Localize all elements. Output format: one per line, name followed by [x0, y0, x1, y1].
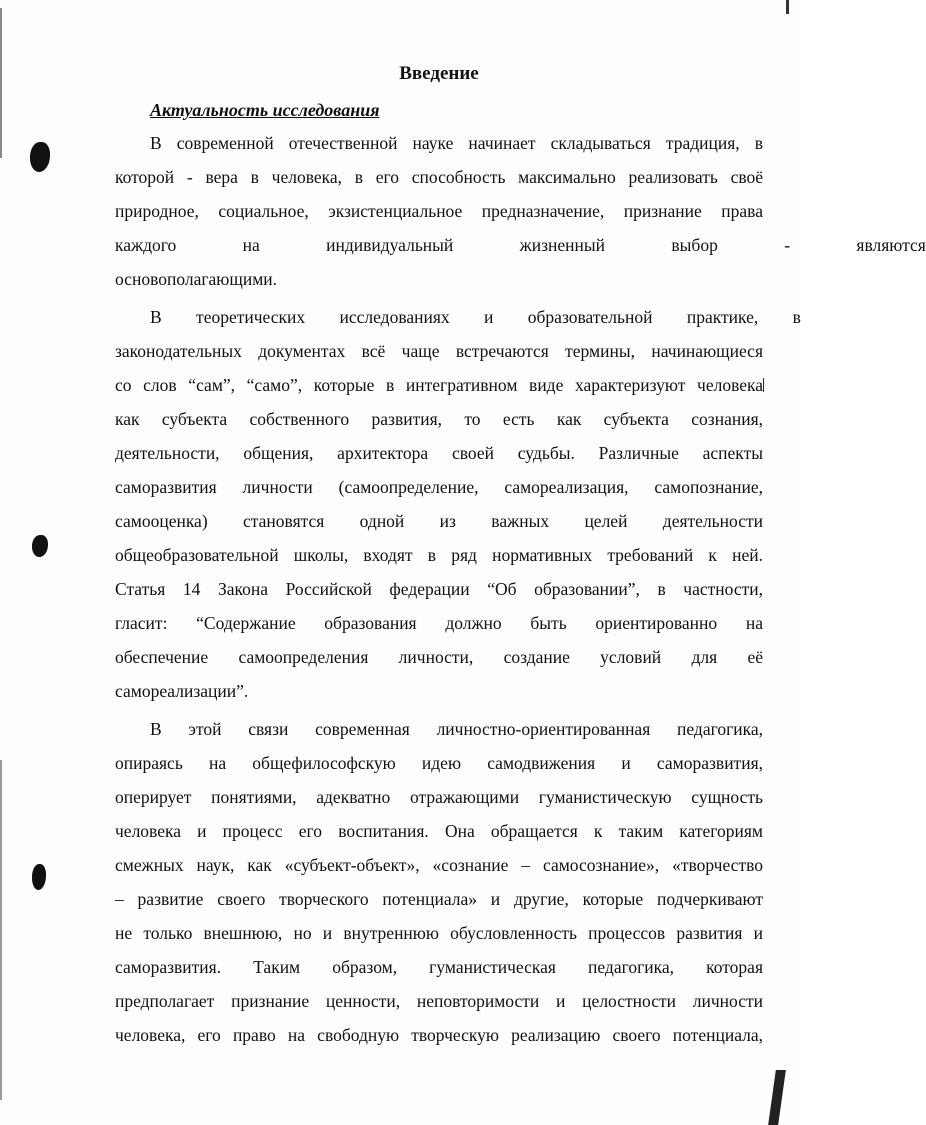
text-line: В современной отечественной науке начинает складываться традиция, в — [150, 133, 763, 153]
text-line: основополагающими. — [115, 269, 278, 289]
text-line: которой - вера в человека, в его способность максимально реализовать своё — [115, 167, 763, 187]
paragraph — [115, 300, 801, 708]
text-line: опираясь на общефилософскую идею самодвижения и саморазвития, — [115, 753, 763, 773]
text-line: предполагает признание ценности, неповторимости и целостности личности — [115, 991, 763, 1011]
text-line: В этой связи современная личностно-ориентированная педагогика, — [150, 719, 763, 739]
text-line: саморазвития. Таким образом, гуманистическая педагогика, которая — [115, 957, 763, 977]
text-line: деятельности, общения, архитектора своей судьбы. Различные аспекты — [115, 443, 763, 463]
text-line: не только внешнюю, но и внутреннюю обусловленность процессов развития и — [115, 923, 763, 943]
text-line: Статья 14 Закона Российской федерации “Об образовании”, в частности, — [115, 579, 763, 599]
text-line: природное, социальное, экзистенциальное предназначение, признание права — [115, 201, 763, 221]
page-title: Введение — [399, 63, 479, 84]
punch-hole-mark — [32, 535, 48, 557]
text-line: – развитие своего творческого потенциала» и другие, которые подчеркивают — [115, 889, 763, 909]
text-line: законодательных документах всё чаще встречаются термины, начинающиеся — [115, 341, 763, 361]
text-line: В теоретических исследованиях и образовательной практике, в — [150, 307, 801, 327]
scan-edge-mark — [786, 0, 789, 14]
text-line: оперирует понятиями, адекватно отражающими гуманистическую сущность — [115, 787, 763, 807]
text-line: самореализации”. — [115, 681, 249, 701]
punch-hole-mark — [32, 864, 46, 890]
document-body — [115, 60, 926, 1056]
text-line: как субъекта собственного развития, то есть как субъекта сознания, — [115, 409, 763, 429]
text-line: каждого на индивидуальный жизненный выбор - являются — [115, 235, 926, 255]
scan-edge-mark — [0, 8, 2, 158]
punch-hole-mark — [30, 142, 50, 172]
text-line: общеобразовательной школы, входят в ряд нормативных требований к ней. — [115, 545, 763, 565]
text-line: гласит: “Содержание образования должно быть ориентированно на — [115, 613, 763, 633]
paragraph — [115, 712, 763, 1052]
paragraph — [115, 126, 926, 296]
text-line: обеспечение самоопределения личности, создание условий для её — [115, 647, 763, 667]
text-line: со слов “сам”, “само”, которые в интегративном виде характеризуют человека — [115, 375, 763, 395]
scan-edge-mark — [763, 378, 764, 392]
section-heading: Актуальность исследования — [150, 100, 380, 120]
text-line: человека и процесс его воспитания. Она обращается к таким категориям — [115, 821, 763, 841]
text-line: саморазвития личности (самоопределение, самореализация, самопознание, — [115, 477, 763, 497]
scan-edge-mark — [768, 1070, 786, 1125]
scan-edge-mark — [0, 760, 2, 1100]
text-line: самооценка) становятся одной из важных целей деятельности — [115, 511, 763, 531]
text-line: смежных наук, как «субъект-объект», «сознание – самосознание», «творчество — [115, 855, 763, 875]
text-line: человека, его право на свободную творческую реализацию своего потенциала, — [115, 1025, 763, 1045]
